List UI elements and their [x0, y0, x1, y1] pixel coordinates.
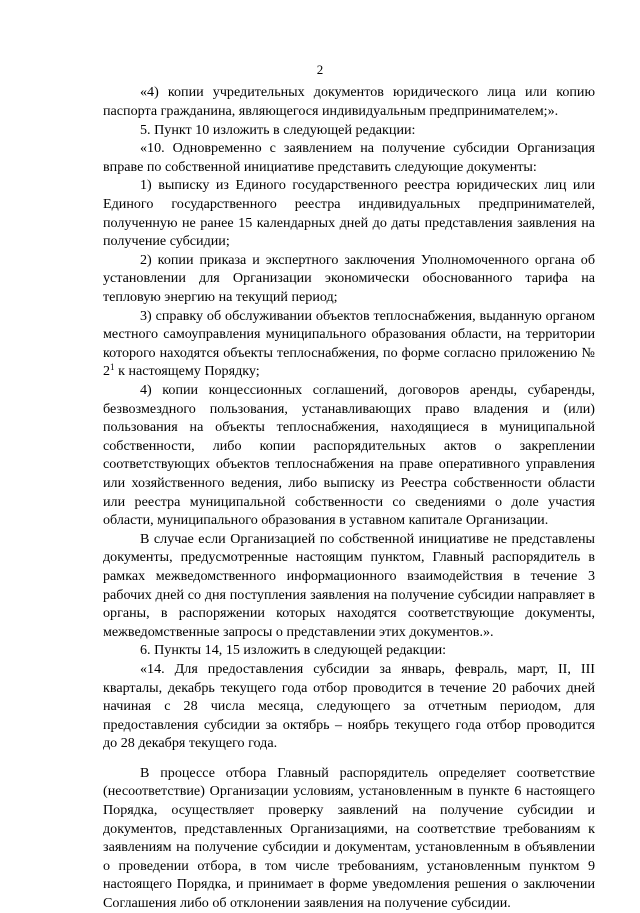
paragraph-selection-process: В процессе отбора Главный распорядитель определяет соответствие (несоответствие) Организации условиям, установленным в пункте 6 настоящего Порядка, осуществляет проверку заявлений на получение субсидии и документов, представленных Организациями, на соответствие требованиям к заявлениям на получение субсидии и документам, установленным в объявлении о проведении отбора, в том числе требованиям, установленным пунктом 9 настоящего Порядка, и принимает в форме уведомления решения о заключении Соглашения либо об отклонении заявления на получение субсидии.	[103, 764, 595, 912]
paragraph-item-2-order: 2) копии приказа и экспертного заключения Уполномоченного органа об установлении для Организации экономически обоснованного тарифа на тепловую энергию на текущий период;	[103, 251, 595, 306]
paragraph-item-3-tail: к настоящему Порядку;	[114, 363, 260, 380]
paragraph-point-6: 6. Пункты 14, 15 изложить в следующей редакции:	[140, 642, 447, 659]
paragraph-point-10: «10. Одновременно с заявлением на получение субсидии Организация вправе по собственной инициативе представить следующие документы:	[103, 140, 595, 175]
appendix-superscript: 1	[110, 362, 115, 373]
document-body	[103, 83, 595, 913]
paragraph-point-5: 5. Пункт 10 изложить в следующей редакции:	[140, 121, 416, 138]
paragraph-item-4-copies: «4) копии учредительных документов юридического лица или копию паспорта гражданина, являющегося индивидуальным предпринимателем;».	[103, 84, 595, 119]
paragraph-item-3-certificate	[103, 307, 595, 381]
paragraph-interagency-request: В случае если Организацией по собственной инициативе не представлены документы, предусмотренные настоящим пунктом, Главный распорядитель в рамках межведомственного информационного взаимодействия в течение 3 рабочих дней со дня поступления заявления на получение субсидии направляет в органы, в распоряжении которых находятся соответствующие документы, межведомственные запросы о представлении этих документов.».	[103, 530, 595, 640]
paragraph-item-4-concessions: 4) копии концессионных соглашений, договоров аренды, субаренды, безвозмездного пользования, устанавливающих право владения и (или) пользования на объекты теплоснабжения, находящиеся в муниципальной собственности, либо копии распорядительных актов о закреплении соответствующих объектов теплоснабжения на праве оперативного управления или хозяйственного ведения, либо выписку из Реестра собственности области или реестра муниципальной собственности со сведениями о доле участия области, муниципального образования в уставном капитале Организации.	[103, 382, 595, 529]
paragraph-point-14: «14. Для предоставления субсидии за январь, февраль, март, II, III кварталы, декабрь текущего года отбор проводится в течение 20 рабочих дней начиная с 28 числа месяца, следующего за отчетным периодом, для предоставления субсидии за октябрь – ноябрь текущего года отбор проводится до 28 декабря текущего года.	[103, 660, 595, 752]
page-number: 2	[316, 62, 324, 77]
paragraph-item-3-text: 3) справку об обслуживании объектов теплоснабжения, выданную органом местного самоуправления муниципального образования области, на территории которого находятся объекты теплоснабжения, по форме согласно приложению № 2	[103, 307, 595, 380]
paragraph-item-1-extract: 1) выписку из Единого государственного реестра юридических лиц или Единого государственного реестра индивидуальных предпринимателей, полученную не ранее 15 календарных дней до даты представления заявления на получение субсидии;	[103, 177, 595, 250]
